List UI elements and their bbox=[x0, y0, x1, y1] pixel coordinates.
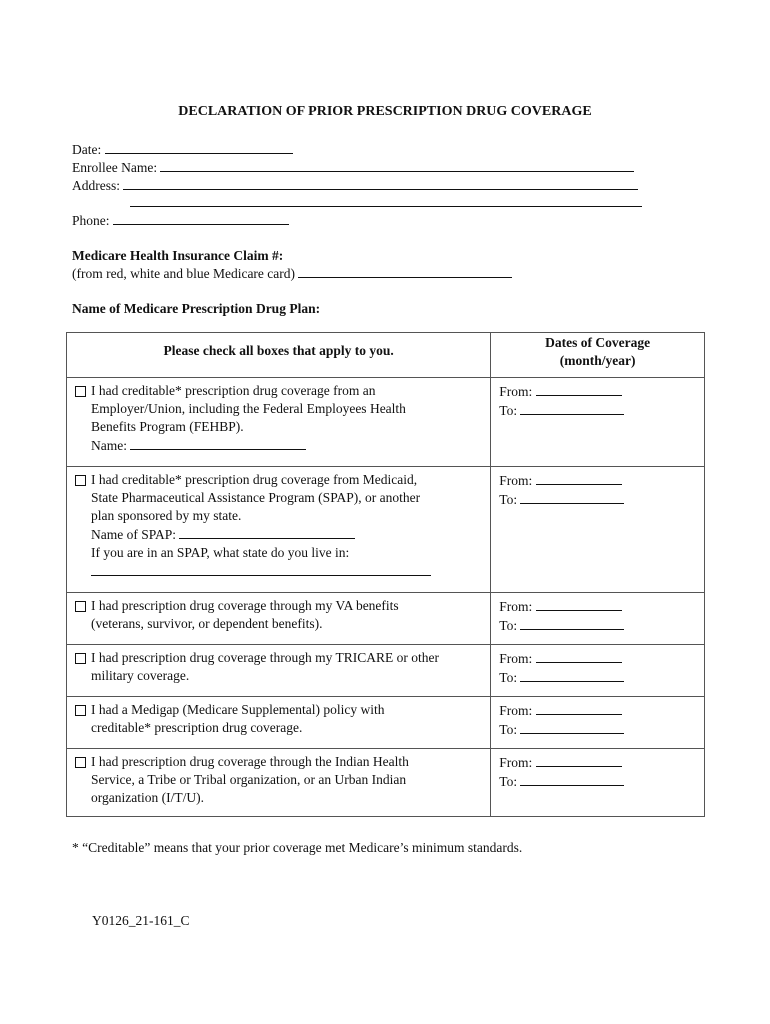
table-row bbox=[67, 378, 705, 467]
to-input-line[interactable] bbox=[520, 616, 624, 630]
dates-cell bbox=[491, 593, 705, 645]
to-input-line[interactable] bbox=[520, 720, 624, 734]
option-cell bbox=[67, 645, 491, 697]
dates-header-line1: Dates of Coverage bbox=[545, 335, 651, 350]
address-label: Address: bbox=[72, 178, 120, 193]
from-input-line[interactable] bbox=[536, 649, 622, 663]
from-label: From: bbox=[499, 703, 533, 718]
dates-cell bbox=[491, 378, 705, 467]
from-input-line[interactable] bbox=[536, 382, 622, 396]
to-label: To: bbox=[499, 492, 518, 507]
dates-cell bbox=[491, 697, 705, 749]
dates-cell bbox=[491, 645, 705, 697]
enrollee-name-row bbox=[72, 158, 634, 177]
table-header-row bbox=[67, 333, 705, 378]
plan-name-heading: Name of Medicare Prescription Drug Plan: bbox=[72, 301, 321, 316]
medicare-claim-row bbox=[72, 264, 512, 283]
option-cell bbox=[67, 467, 491, 593]
option-name-row bbox=[91, 436, 484, 455]
medicare-claim-input-line[interactable] bbox=[298, 264, 512, 278]
to-label: To: bbox=[499, 403, 518, 418]
spap-state-input-line[interactable] bbox=[91, 562, 431, 576]
option-cell bbox=[67, 593, 491, 645]
from-input-line[interactable] bbox=[536, 753, 622, 767]
form-code: Y0126_21-161_C bbox=[92, 913, 190, 928]
medicare-claim-subtext: (from red, white and blue Medicare card) bbox=[72, 266, 296, 281]
checkbox-tricare[interactable] bbox=[75, 653, 86, 664]
option-line: creditable* prescription drug coverage. bbox=[91, 720, 303, 735]
option-line: I had prescription drug coverage through the Indian Health bbox=[91, 754, 409, 769]
spap-name-input-line[interactable] bbox=[179, 525, 355, 539]
from-label: From: bbox=[499, 651, 533, 666]
option-line: I had prescription drug coverage through my TRICARE or other bbox=[91, 650, 440, 665]
date-label: Date: bbox=[72, 142, 102, 157]
phone-row bbox=[72, 211, 289, 230]
to-label: To: bbox=[499, 670, 518, 685]
checkbox-va-benefits[interactable] bbox=[75, 601, 86, 612]
option-line: I had creditable* prescription drug coverage from Medicaid, bbox=[91, 472, 418, 487]
from-label: From: bbox=[499, 755, 533, 770]
enrollee-name-input-line[interactable] bbox=[160, 158, 634, 172]
to-label: To: bbox=[499, 618, 518, 633]
option-name-label: Name: bbox=[91, 438, 127, 453]
option-cell bbox=[67, 378, 491, 467]
option-line: I had creditable* prescription drug coverage from an bbox=[91, 383, 376, 398]
option-line: I had a Medigap (Medicare Supplemental) policy with bbox=[91, 702, 385, 717]
spap-name-row bbox=[91, 525, 484, 544]
form-title: DECLARATION OF PRIOR PRESCRIPTION DRUG COVERAGE bbox=[178, 104, 592, 119]
option-line: (veterans, survivor, or dependent benefits). bbox=[91, 616, 323, 631]
to-input-line[interactable] bbox=[520, 401, 624, 415]
dates-cell bbox=[491, 749, 705, 817]
creditable-footnote: * “Creditable” means that your prior coverage met Medicare’s minimum standards. bbox=[72, 840, 523, 855]
address-input-line-1[interactable] bbox=[123, 176, 638, 190]
option-line: Benefits Program (FEHBP). bbox=[91, 419, 244, 434]
date-input-line[interactable] bbox=[105, 140, 293, 154]
employer-name-input-line[interactable] bbox=[130, 436, 306, 450]
checkbox-medicaid-spap[interactable] bbox=[75, 475, 86, 486]
to-input-line[interactable] bbox=[520, 772, 624, 786]
dates-header-line2: (month/year) bbox=[559, 353, 636, 368]
to-label: To: bbox=[499, 722, 518, 737]
to-input-line[interactable] bbox=[520, 490, 624, 504]
table-header-left bbox=[67, 333, 491, 378]
address-input-line-2[interactable] bbox=[130, 193, 642, 207]
phone-input-line[interactable] bbox=[113, 211, 289, 225]
coverage-table bbox=[66, 332, 705, 817]
option-line: I had prescription drug coverage through my VA benefits bbox=[91, 598, 399, 613]
option-cell bbox=[67, 697, 491, 749]
table-header-right bbox=[491, 333, 705, 378]
enrollee-name-label: Enrollee Name: bbox=[72, 160, 158, 175]
from-label: From: bbox=[499, 384, 533, 399]
option-cell bbox=[67, 749, 491, 817]
phone-label: Phone: bbox=[72, 213, 110, 228]
option-line: Employer/Union, including the Federal Employees Health bbox=[91, 401, 406, 416]
table-row bbox=[67, 645, 705, 697]
date-field-row bbox=[72, 140, 293, 159]
dates-cell bbox=[491, 467, 705, 593]
option-line: military coverage. bbox=[91, 668, 190, 683]
option-line: Service, a Tribe or Tribal organization, or an Urban Indian bbox=[91, 772, 407, 787]
spap-state-question: If you are in an SPAP, what state do you live in: bbox=[91, 545, 350, 560]
checkbox-indian-health[interactable] bbox=[75, 757, 86, 768]
table-row bbox=[67, 697, 705, 749]
from-label: From: bbox=[499, 599, 533, 614]
table-row bbox=[67, 467, 705, 593]
address-row-2 bbox=[130, 193, 642, 212]
spap-name-label: Name of SPAP: bbox=[91, 527, 177, 542]
table-row bbox=[67, 593, 705, 645]
from-input-line[interactable] bbox=[536, 471, 622, 485]
to-input-line[interactable] bbox=[520, 668, 624, 682]
checkbox-employer-union[interactable] bbox=[75, 386, 86, 397]
header-instructions: Please check all boxes that apply to you. bbox=[163, 343, 394, 358]
checkbox-medigap[interactable] bbox=[75, 705, 86, 716]
table-row bbox=[67, 749, 705, 817]
from-input-line[interactable] bbox=[536, 701, 622, 715]
option-line: State Pharmaceutical Assistance Program (SPAP), or another bbox=[91, 490, 421, 505]
option-line: organization (I/T/U). bbox=[91, 790, 204, 805]
from-label: From: bbox=[499, 473, 533, 488]
option-line: plan sponsored by my state. bbox=[91, 508, 242, 523]
from-input-line[interactable] bbox=[536, 597, 622, 611]
medicare-claim-heading: Medicare Health Insurance Claim #: bbox=[72, 248, 284, 263]
to-label: To: bbox=[499, 774, 518, 789]
